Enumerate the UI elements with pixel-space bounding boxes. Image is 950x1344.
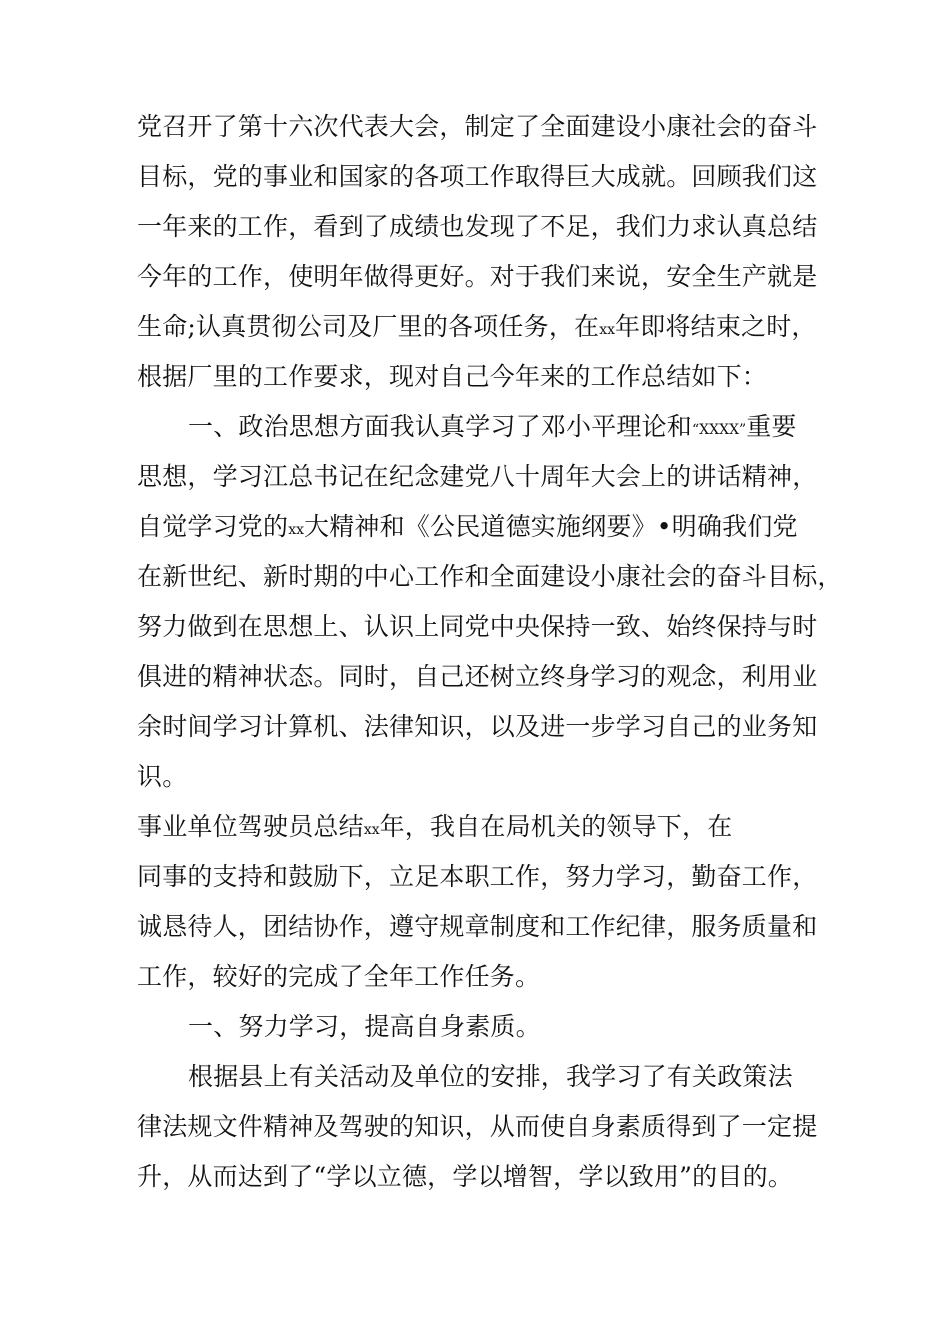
text-line-17: 诚恳待人，团结协作，遵守规章制度和工作纪律，服务质量和 <box>137 912 818 941</box>
text-line-13: 余时间学习计算机、法律知识，以及进一步学习自己的业务知 <box>137 712 818 741</box>
text-line-6: 根据厂里的工作要求，现对自己今年来的工作总结如下： <box>137 362 768 391</box>
text-line-14: 识。 <box>137 762 188 791</box>
text-run: 重要 <box>746 412 797 441</box>
text-line-2: 目标，党的事业和国家的各项工作取得巨大成就。回顾我们这 <box>137 162 818 191</box>
text-line-22: 升，从而达到了“学以立德，学以增智，学以致用”的目的。 <box>137 1162 793 1191</box>
text-line-11: 努力做到在思想上、认识上同党中央保持一致、始终保持与时 <box>137 612 818 641</box>
text-line-16: 同事的支持和鼓励下，立足本职工作，努力学习，勤奋工作， <box>137 862 818 891</box>
text-line-18: 工作，较好的完成了全年工作任务。 <box>137 962 541 991</box>
text-run: 年，我自在局机关的领导下，在 <box>379 812 733 841</box>
text-run: 年即将结束之时， <box>615 312 817 341</box>
text-line-8: 思想，学习江总书记在纪念建党八十周年大会上的讲话精神， <box>137 462 818 491</box>
text-run-small: xx <box>363 822 380 838</box>
text-run: 生命;认真贯彻公司及厂里的各项任务，在 <box>137 312 600 341</box>
text-line-9 <box>137 512 798 545</box>
text-run-small: “XXXX” <box>692 422 747 438</box>
text-line-20: 根据县上有关活动及单位的安排，我学习了有关政策法 <box>188 1062 793 1091</box>
text-line-7 <box>188 412 797 445</box>
text-run-small: xx <box>599 322 616 338</box>
text-run-small: xx <box>288 522 304 538</box>
text-line-19: 一、努力学习，提高自身素质。 <box>188 1012 541 1041</box>
text-run: 事业单位驾驶员总结 <box>137 812 364 841</box>
text-line-15 <box>137 812 732 845</box>
text-run: 自觉学习党的 <box>137 512 289 541</box>
text-line-10: 在新世纪、新时期的中心工作和全面建设小康社会的奋斗目标， <box>137 562 843 591</box>
text-line-4: 今年的工作，使明年做得更好。对于我们来说，安全生产就是 <box>137 262 818 291</box>
text-line-12: 俱进的精神状态。同时，自己还树立终身学习的观念，利用业 <box>137 662 818 691</box>
text-line-5 <box>137 312 817 345</box>
text-run: 一、政治思想方面我认真学习了邓小平理论和 <box>188 412 693 441</box>
text-line-21: 律法规文件精神及驾驶的知识，从而使自身素质得到了一定提 <box>137 1112 818 1141</box>
text-line-3: 一年来的工作，看到了成绩也发现了不足，我们力求认真总结 <box>137 212 818 241</box>
text-line-1: 党召开了第十六次代表大会，制定了全面建设小康社会的奋斗 <box>137 112 818 141</box>
text-run: 大精神和《公民道德实施纲要》•明确我们党 <box>304 512 798 541</box>
